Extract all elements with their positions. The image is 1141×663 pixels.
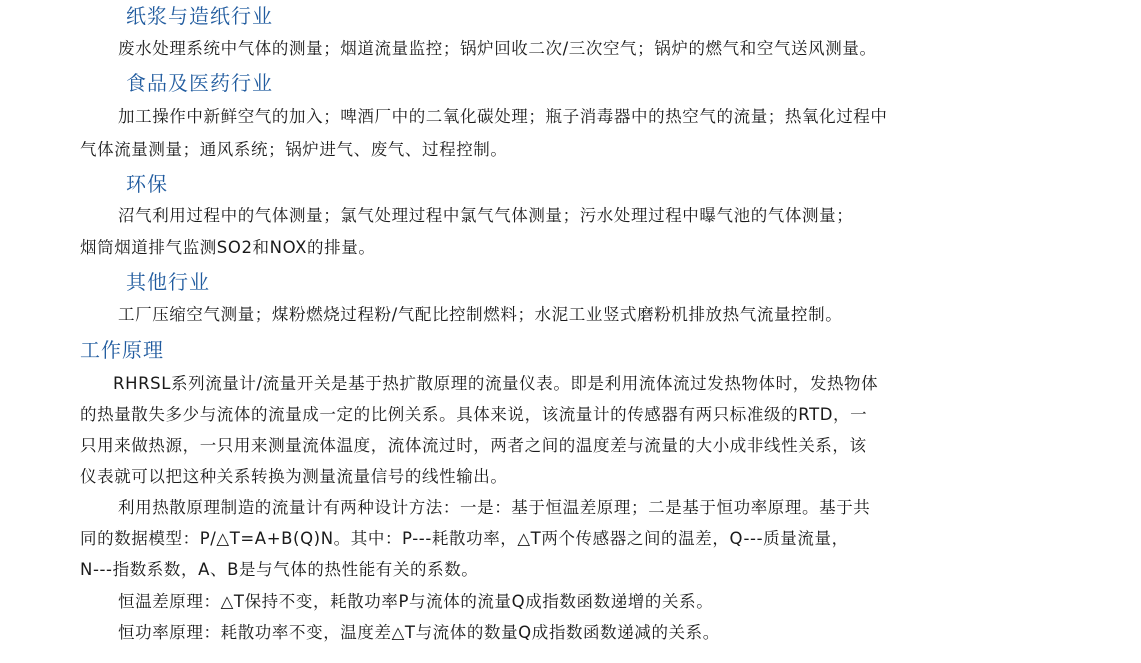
section-heading-paper: 纸浆与造纸行业 <box>126 4 273 28</box>
principle-line-4: 仪表就可以把这种关系转换为测量流量信号的线性输出。 <box>80 467 508 486</box>
section-heading-environment: 环保 <box>126 172 168 196</box>
principle-line-3: 只用来做热源，一只用来测量流体温度，流体流过时，两者之间的温度差与流量的大小成非线性关系，该 <box>80 436 867 455</box>
principle-heading: 工作原理 <box>80 338 164 362</box>
principle-line-8: 恒温差原理：△T保持不变，耗散功率P与流体的流量Q成指数函数递增的关系。 <box>118 592 714 611</box>
paper-line-1: 废水处理系统中气体的测量；烟道流量监控；锅炉回收二次/三次空气；锅炉的燃气和空气送风测量。 <box>118 39 877 58</box>
principle-line-5: 利用热散原理制造的流量计有两种设计方法：一是：基于恒温差原理；二是基于恒功率原理。基于共 <box>118 498 871 517</box>
section-heading-other: 其他行业 <box>126 270 210 294</box>
food-line-1: 加工操作中新鲜空气的加入；啤酒厂中的二氧化碳处理；瓶子消毒器中的热空气的流量；热氧化过程中 <box>118 107 888 126</box>
principle-line-2: 的热量散失多少与流体的流量成一定的比例关系。具体来说，该流量计的传感器有两只标准级的RTD，一 <box>80 405 868 424</box>
other-line-1: 工厂压缩空气测量；煤粉燃烧过程粉/气配比控制燃料；水泥工业竖式磨粉机排放热气流量控制。 <box>118 305 843 324</box>
section-heading-food-pharma: 食品及医药行业 <box>126 71 273 95</box>
food-line-2: 气体流量测量；通风系统；锅炉进气、废气、过程控制。 <box>80 140 508 159</box>
env-line-2: 烟筒烟道排气监测SO2和NOX的排量。 <box>80 238 376 257</box>
principle-line-1: RHRSL系列流量计/流量开关是基于热扩散原理的流量仪表。即是利用流体流过发热物体时，发热物体 <box>113 374 879 393</box>
principle-line-6: 同的数据模型：P/△T=A+B(Q)N。其中：P---耗散功率，△T两个传感器之间的温差，Q---质量流量， <box>80 529 849 548</box>
principle-line-9: 恒功率原理：耗散功率不变，温度差△T与流体的数量Q成指数函数递减的关系。 <box>118 623 720 642</box>
principle-line-7: N---指数系数，A、B是与气体的热性能有关的系数。 <box>80 560 479 579</box>
env-line-1: 沼气利用过程中的气体测量；氯气处理过程中氯气气体测量；污水处理过程中曝气池的气体测量； <box>118 206 854 225</box>
